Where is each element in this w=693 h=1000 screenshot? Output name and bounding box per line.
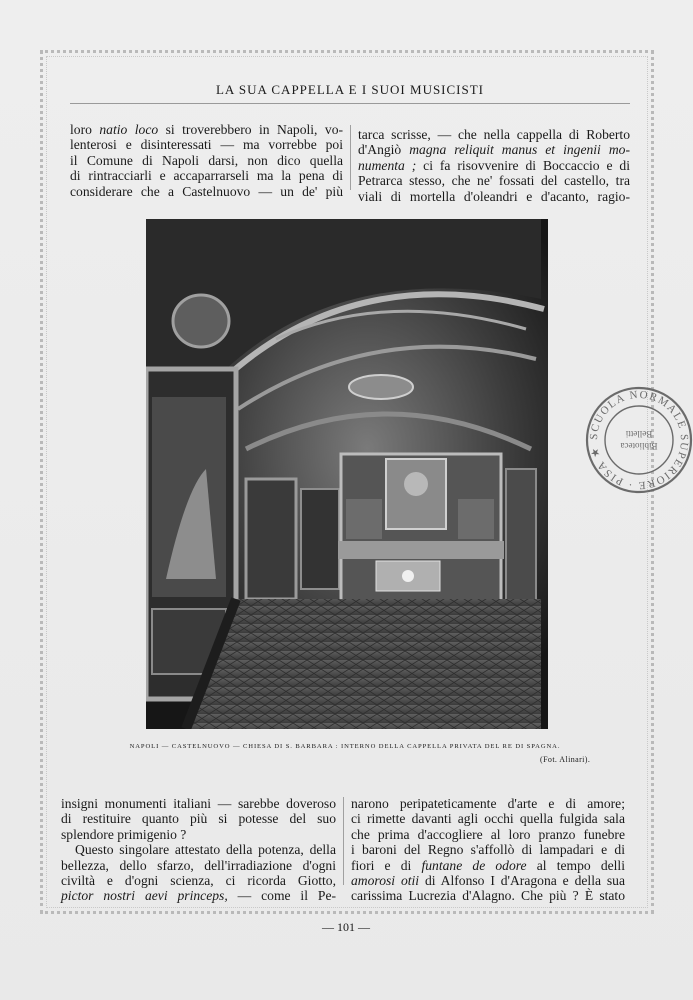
library-stamp xyxy=(584,385,693,495)
figure-caption: NAPOLI — CASTELNUOVO — CHIESA DI S. BARBARA : INTERNO DELLA CAPPELLA PRIVATA DEL RE DI SPAGNA. xyxy=(129,743,561,750)
column-top-right: tarca scrisse, — che nella cappella di Roberto d'Angiò magna reliquit manus et ingenii mo- numenta ; ci fa risovvenire di Boccaccio e di Petrarca stesso, che ne' fossati del castello, tra viali di mortella d'oleandri e d'acanto, ragio- xyxy=(358,127,630,204)
column-top-left: loro natio loco si troverebbero in Napoli, vo- lenterosi e disinteressati — ma vorrebbe poi il Comune di Napoli darsi, non dico quella di rintracciarli e accaparrarseli ma la pena di considerare che a Castelnuovo — un de' più xyxy=(70,122,344,199)
stamp-ring-text: SCUOLA NORMALE SUPERIORE · PISA ★ xyxy=(587,388,691,492)
column-divider-top xyxy=(350,125,351,190)
page-number: — 101 — xyxy=(322,920,370,934)
header-rule xyxy=(70,103,630,104)
column-divider-bottom xyxy=(343,797,344,885)
column-bottom-right: narono peripateticamente d'arte e di amore; ci rimette davanti agli occhi quella fulgida sala che prima d'accogliere al loro pranzo funebre i baroni del Regno s'affollò di lampadari e di fiori e di funtane de odore al tempo delli amorosi otii di Alfonso I d'Aragona e della sua carissima Lucrezia d'Alagno. Che più ? È stato xyxy=(351,796,626,904)
column-bottom-left: insigni monumenti italiani — sarebbe doveroso di restituire quanto più si potesse del suo splendore primigenio ? Questo singolare attestato della potenza, della bellezza, dello sfarzo, dell'irradiazione d'ogni civiltà e d'ogni scienza, ci ricorda Giotto, pictor nostri aevi princeps, — come il Pe- xyxy=(61,796,336,904)
stamp-center-text-2: Belletti xyxy=(625,429,653,439)
photo-credit: (Fot. Alinari). xyxy=(540,755,591,764)
stamp-center-text: Biblioteca xyxy=(620,441,658,451)
chapel-photograph xyxy=(146,219,548,729)
running-title: LA SUA CAPPELLA E I SUOI MUSICISTI xyxy=(215,82,485,97)
